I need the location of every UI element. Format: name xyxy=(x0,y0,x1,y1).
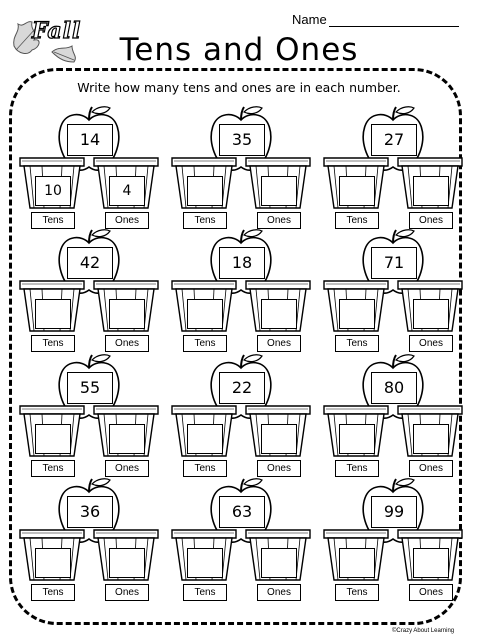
tens-answer-box[interactable] xyxy=(339,424,375,454)
number-box: 22 xyxy=(219,372,265,404)
tens-answer-box[interactable] xyxy=(339,548,375,578)
tens-label: Tens xyxy=(335,460,379,477)
problem-1 xyxy=(14,104,164,229)
name-underline[interactable] xyxy=(329,14,459,27)
problem-8 xyxy=(166,352,316,477)
number-box: 71 xyxy=(371,247,417,279)
name-field[interactable] xyxy=(292,12,459,27)
ones-answer-box[interactable] xyxy=(261,176,297,206)
tens-answer-box[interactable] xyxy=(35,548,71,578)
tens-answer-box[interactable] xyxy=(339,299,375,329)
number-box: 55 xyxy=(67,372,113,404)
tens-label: Tens xyxy=(335,335,379,352)
ones-label: Ones xyxy=(105,460,149,477)
tens-answer-box[interactable] xyxy=(35,424,71,454)
tens-label: Tens xyxy=(31,212,75,229)
ones-label: Ones xyxy=(105,335,149,352)
ones-answer-box[interactable] xyxy=(261,424,297,454)
ones-label: Ones xyxy=(409,335,453,352)
ones-label: Ones xyxy=(257,460,301,477)
problem-12 xyxy=(318,476,468,601)
number-box: 63 xyxy=(219,496,265,528)
number-box: 80 xyxy=(371,372,417,404)
tens-answer-box[interactable] xyxy=(35,299,71,329)
problem-7 xyxy=(14,352,164,477)
ones-answer-box[interactable] xyxy=(109,424,145,454)
tens-answer-box[interactable] xyxy=(187,299,223,329)
problem-11 xyxy=(166,476,316,601)
problem-3 xyxy=(318,104,468,229)
tens-answer-box[interactable]: 10 xyxy=(35,176,71,206)
ones-label: Ones xyxy=(257,335,301,352)
problem-9 xyxy=(318,352,468,477)
problem-10 xyxy=(14,476,164,601)
ones-answer-box[interactable] xyxy=(413,299,449,329)
tens-label: Tens xyxy=(183,584,227,601)
instruction-text: Write how many tens and ones are in each number. xyxy=(77,80,401,95)
problem-5 xyxy=(166,227,316,352)
ones-answer-box[interactable] xyxy=(261,548,297,578)
ones-label: Ones xyxy=(409,584,453,601)
problem-4 xyxy=(14,227,164,352)
ones-label: Ones xyxy=(105,584,149,601)
tens-label: Tens xyxy=(31,335,75,352)
number-box: 42 xyxy=(67,247,113,279)
tens-answer-box[interactable] xyxy=(187,176,223,206)
name-label: Name xyxy=(292,12,327,27)
ones-label: Ones xyxy=(409,212,453,229)
ones-answer-box[interactable] xyxy=(413,424,449,454)
page-title: Tens and Ones xyxy=(119,32,359,68)
number-box: 14 xyxy=(67,124,113,156)
ones-answer-box[interactable] xyxy=(109,299,145,329)
number-box: 27 xyxy=(371,124,417,156)
tens-label: Tens xyxy=(335,212,379,229)
tens-label: Tens xyxy=(31,584,75,601)
ones-answer-box[interactable]: 4 xyxy=(109,176,145,206)
copyright-text: ©Crazy About Learning xyxy=(392,628,455,634)
number-box: 99 xyxy=(371,496,417,528)
tens-answer-box[interactable] xyxy=(187,424,223,454)
ones-label: Ones xyxy=(105,212,149,229)
ones-label: Ones xyxy=(257,584,301,601)
tens-label: Tens xyxy=(31,460,75,477)
tens-label: Tens xyxy=(183,460,227,477)
tens-label: Tens xyxy=(183,335,227,352)
ones-answer-box[interactable] xyxy=(261,299,297,329)
problem-2 xyxy=(166,104,316,229)
tens-label: Tens xyxy=(183,212,227,229)
ones-answer-box[interactable] xyxy=(413,176,449,206)
ones-answer-box[interactable] xyxy=(109,548,145,578)
season-title: Fall xyxy=(32,18,82,44)
ones-answer-box[interactable] xyxy=(413,548,449,578)
problem-6 xyxy=(318,227,468,352)
number-box: 35 xyxy=(219,124,265,156)
tens-label: Tens xyxy=(335,584,379,601)
number-box: 36 xyxy=(67,496,113,528)
tens-answer-box[interactable] xyxy=(339,176,375,206)
ones-label: Ones xyxy=(409,460,453,477)
ones-label: Ones xyxy=(257,212,301,229)
number-box: 18 xyxy=(219,247,265,279)
tens-answer-box[interactable] xyxy=(187,548,223,578)
